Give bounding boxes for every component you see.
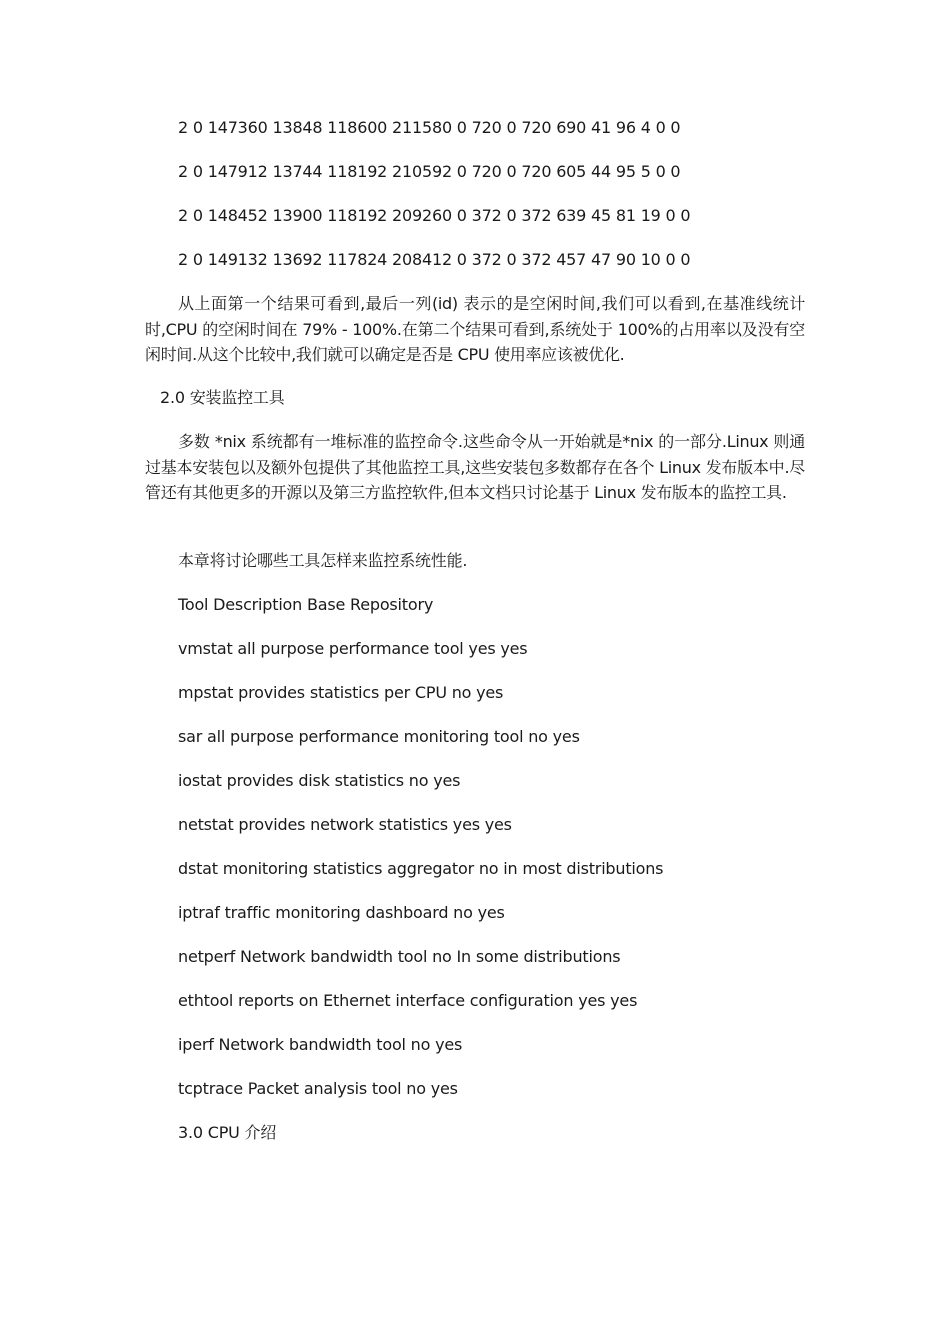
table-header: Tool Description Base Repository	[178, 595, 434, 614]
vmstat-row: 2 0 149132 13692 117824 208412 0 372 0 372 457 47 90 10 0 0	[178, 250, 691, 269]
table-row: iostat provides disk statistics no yes	[178, 771, 461, 790]
chapter-intro: 本章将讨论哪些工具怎样来监控系统性能.	[178, 551, 468, 570]
analysis-paragraph: 从上面第一个结果可看到,最后一列(id) 表示的是空闲时间,我们可以看到,在基准线统计时,CPU 的空闲时间在 79% - 100%.在第二个结果可看到,系统处于 100%的占用率以及没有空闲时间.从这个比较中,我们就可以确定是否是 CPU 使用率应该被优化.	[145, 294, 805, 364]
table-row: netstat provides network statistics yes yes	[178, 815, 512, 834]
table-row: tcptrace Packet analysis tool no yes	[178, 1079, 458, 1098]
table-row: mpstat provides statistics per CPU no yes	[178, 683, 504, 702]
table-row: ethtool reports on Ethernet interface configuration yes yes	[178, 991, 638, 1010]
tools-paragraph: 多数 *nix 系统都有一堆标准的监控命令.这些命令从一开始就是*nix 的一部分.Linux 则通过基本安装包以及额外包提供了其他监控工具,这些安装包多数都存在各个 Linux 发布版本中.尽管还有其他更多的开源以及第三方监控软件,但本文档只讨论基于 Linux 发布版本的监控工具.	[145, 432, 805, 502]
vmstat-row: 2 0 147360 13848 118600 211580 0 720 0 720 690 41 96 4 0 0	[178, 118, 681, 137]
section-heading: 2.0 安装监控工具	[160, 388, 285, 407]
table-row: dstat monitoring statistics aggregator no in most distributions	[178, 859, 664, 878]
table-row: vmstat all purpose performance tool yes yes	[178, 639, 528, 658]
vmstat-row: 2 0 147912 13744 118192 210592 0 720 0 720 605 44 95 5 0 0	[178, 162, 681, 181]
table-row: netperf Network bandwidth tool no In some distributions	[178, 947, 621, 966]
table-row: iptraf traffic monitoring dashboard no yes	[178, 903, 505, 922]
table-row: iperf Network bandwidth tool no yes	[178, 1035, 463, 1054]
vmstat-row: 2 0 148452 13900 118192 209260 0 372 0 372 639 45 81 19 0 0	[178, 206, 691, 225]
section-heading: 3.0 CPU 介绍	[178, 1123, 277, 1142]
table-row: sar all purpose performance monitoring tool no yes	[178, 727, 580, 746]
